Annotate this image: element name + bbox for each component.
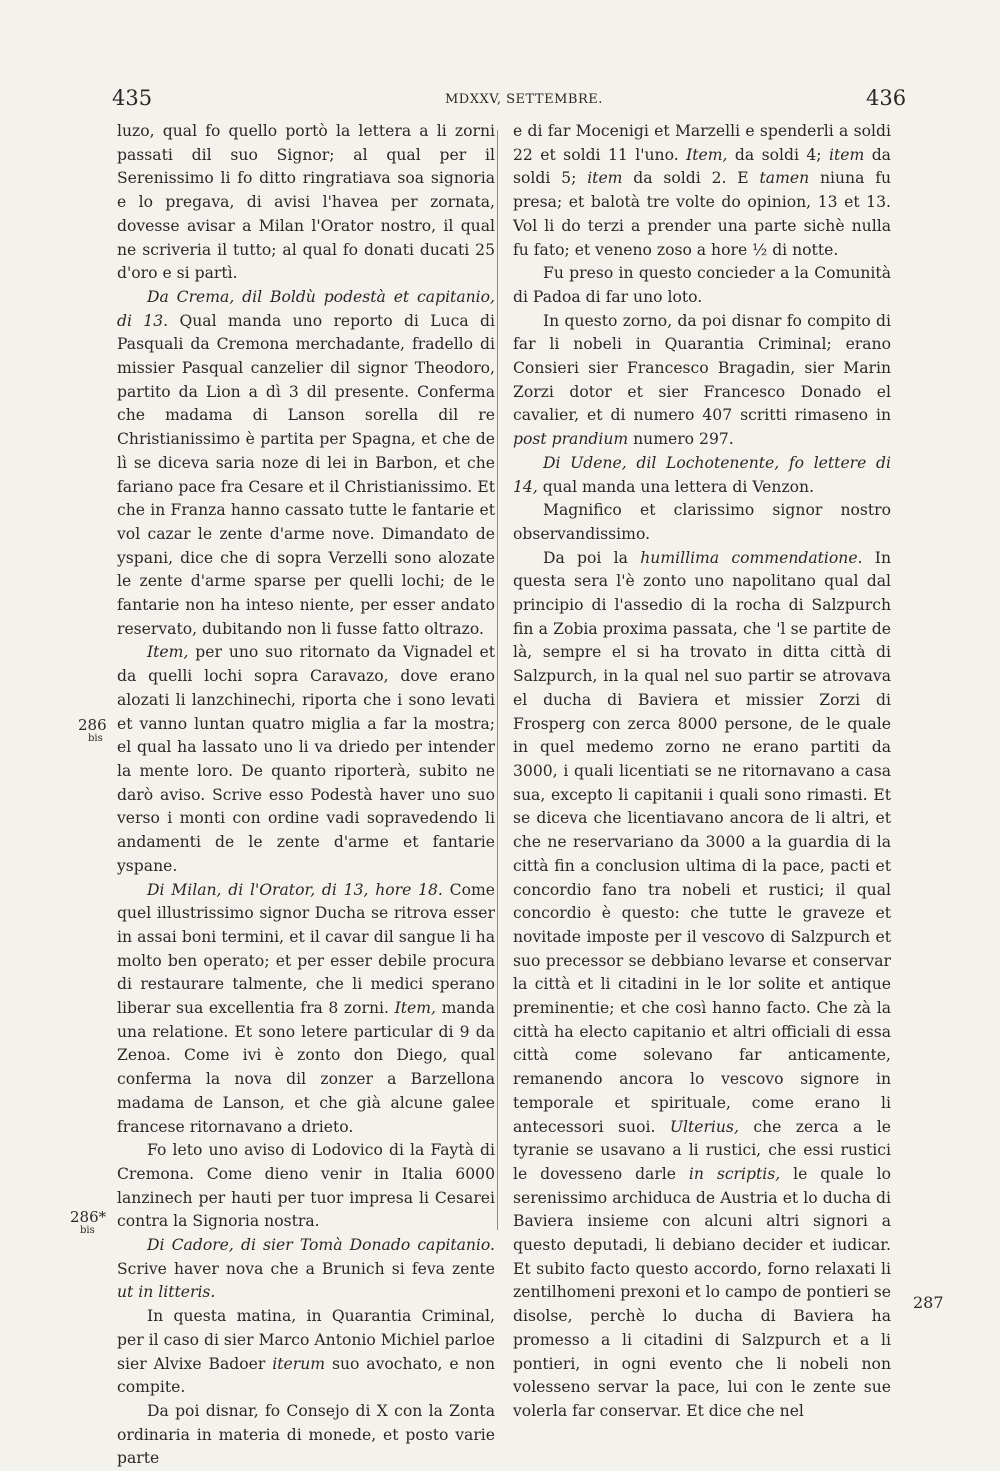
- paragraph: Di Udene, dil Lochotenente, fo lettere di 14, qual manda una lettera di Venzon.: [513, 453, 891, 496]
- page-number-right: 436: [866, 86, 907, 110]
- margin-number: 286*: [70, 1208, 107, 1226]
- margin-number: 287: [913, 1293, 944, 1312]
- column-divider: [497, 130, 498, 1230]
- paragraph: e di far Mocenigi et Marzelli e spenderli a soldi 22 et soldi 11 l'uno. Item, da soldi 4; item da soldi 5; item da soldi 2. E tamen niuna fu presa; et balotà tre volte do opinion, 13 et 13. Vol li do terzi a prender una parte sichè nulla fu fato; et veneno zoso a hore ½ di notte.: [513, 122, 892, 259]
- paragraph: In questo zorno, da poi disnar fo compito di far li nobeli in Quarantia Criminal; erano Consieri sier Francesco Bragadin, sier Marin Zorzi dotor et sier Francesco Donado el cavalier, et di numero 407 scritti rimaseno in post prandium numero 297.: [513, 311, 891, 449]
- page-number-left: 435: [112, 86, 153, 110]
- paragraph: Da poi la humillima commendatione. In questa sera l'è zonto uno napolitano qual dal principio di l'assedio di la rocha di Salzpurch fin a Zobia proxima passata, che 'l se partite de là, sempre el si ha trovato in ditta città di Salzpurch, in la qual nel suo partir se atrovava el ducha di Baviera et missier Zorzi di Frosperg con zerca 8000 persone, de le quale in quel medemo zorno ne erano partiti da 3000, i quali licentiati se ne ritornavano a casa sua, excepto li capitanii i quali sono rimasti. Et se diceva che licentiavano ancora de li altri, et che ne reservariano da 3000 a la guardia di la città fin a conclusion ultima di la pace, pacti et concordio fano tra nobeli et rustici; il qual concordio è questo: che tutte le graveze et novitade imposte per il vescovo di Salzpurch et suo precessor se debbiano levarse et conservar la città et li citadini in le lor solite et antique preminentie; et che così hanno facto. Che zà la città ha electo capitanio et altri officiali di essa città come solevano far anticamente, remanendo ancora lo vescovo signore in temporale et spirituale, come erano li antecessori suoi. Ulterius, che zerca a le tyranie se usavano a li rustici, che essi rustici le dovesseno darle in scriptis, le quale lo serenissimo archiduca de Austria et lo ducha di Baviera insieme con alcuni altri signori a questo deputadi, li debiano decider et iudicar. Et subito facto questo accordo, forno relaxati li zentilhomeni prexoni et lo campo de pontieri se disolse, perchè lo ducha di Baviera ha promesso a li citadini di Salzpurch et a li pontieri, in ogni evento che li nobeli non volesseno servar la pace, lui con le zente sue volerla far conservar. Et dice che nel: [513, 548, 891, 1420]
- paragraph: Di Milan, di l'Orator, di 13, hore 18. Come quel illustrissimo signor Ducha se ritrova esser in assai boni termini, et il cavar dil sangue li ha molto ben operato; et per esser debile procura di restaurare talmente, che li medici sperano liberar sua excellentia fra 8 zorni. Item, manda una relatione. Et sono letere particular di 9 da Zenoa. Come ivi è zonto don Diego, qual conferma la nova dil zonzer a Barzellona madama de Lanson, et che già alcune galee francese ritornavano a drieto.: [117, 880, 495, 1136]
- margin-bis: bis: [88, 733, 103, 744]
- paragraph: Magnifico et clarissimo signor nostro observandissimo.: [513, 501, 891, 543]
- margin-number-286-star-bis: [70, 1210, 106, 1236]
- paragraph: Di Cadore, di sier Tomà Donado capitanio. Scrive haver nova che a Brunich si feva zente ut in litteris.: [117, 1236, 495, 1302]
- left-column: [117, 120, 495, 1471]
- margin-number-287: [913, 1295, 944, 1310]
- running-head: MDXXV, SETTEMBRE.: [445, 92, 603, 107]
- margin-number: 286: [78, 716, 107, 734]
- paragraph: luzo, qual fo quello portò la lettera a li zorni passati dil suo Signor; al qual per il Serenissimo li fo ditto ringratiava soa signoria e lo pregava, di avisi l'havea per zornata, dovesse avisar a Milan l'Orator nostro, il qual ne scriveria il tutto; al qual fo donati ducati 25 d'oro e si partì.: [117, 122, 495, 283]
- paragraph: Da Crema, dil Boldù podestà et capitanio, di 13. Qual manda uno reporto di Luca di Pasquali da Cremona merchadante, fradello di missier Pasqual canzelier dil signor Theodoro, partito da Lion a dì 3 dil presente. Conferma che madama di Lanson sorella dil re Christianissimo è partita per Spagna, et che de lì se diceva saria noze di lei in Barbon, et che fariano pace fra Cesare et il Christianissimo. Et che in Franza hanno cassato tutte le fantarie et vol cazar le zente d'arme nove. Dimandato de yspani, dice che di sopra Verzelli sono alozate le zente d'arme sparse per quelli lochi; de le fantarie non ha inteso niente, per esser andato reservato, dubitando non li fusse fatto oltrazo.: [117, 287, 495, 638]
- paragraph: Item, per uno suo ritornato da Vignadel et da quelli lochi sopra Caravazo, dove erano alozati li lanzchinechi, riporta che i sono levati et vanno luntan quatro miglia a far la mostra; el qual ha lassato uno li va driedo per intender la mente loro. De quanto riporterà, subito ne darò aviso. Scrive esso Podestà haver uno suo verso i monti con ordine vadi sopravedendo li andamenti de le zente d'arme et fantarie yspane.: [117, 643, 495, 875]
- paragraph: Da poi disnar, fo Consejo di X con la Zonta ordinaria in materia di monede, et posto varie parte: [117, 1401, 495, 1468]
- right-column: [513, 120, 891, 1424]
- paragraph: Fu preso in questo concieder a la Comunità di Padoa di far uno loto.: [513, 264, 891, 306]
- margin-number-286-bis: [78, 718, 107, 744]
- page-header: [0, 86, 1000, 116]
- margin-bis: bis: [80, 1225, 95, 1236]
- paragraph: Fo leto uno aviso di Lodovico di la Faytà di Cremona. Come dieno venir in Italia 6000 lanzinech per hauti per tuor impresa li Cesarei contra la Signoria nostra.: [117, 1141, 495, 1231]
- paragraph: In questa matina, in Quarantia Criminal, per il caso di sier Marco Antonio Michiel parloe sier Alvixe Badoer iterum suo avochato, e non compite.: [117, 1307, 496, 1397]
